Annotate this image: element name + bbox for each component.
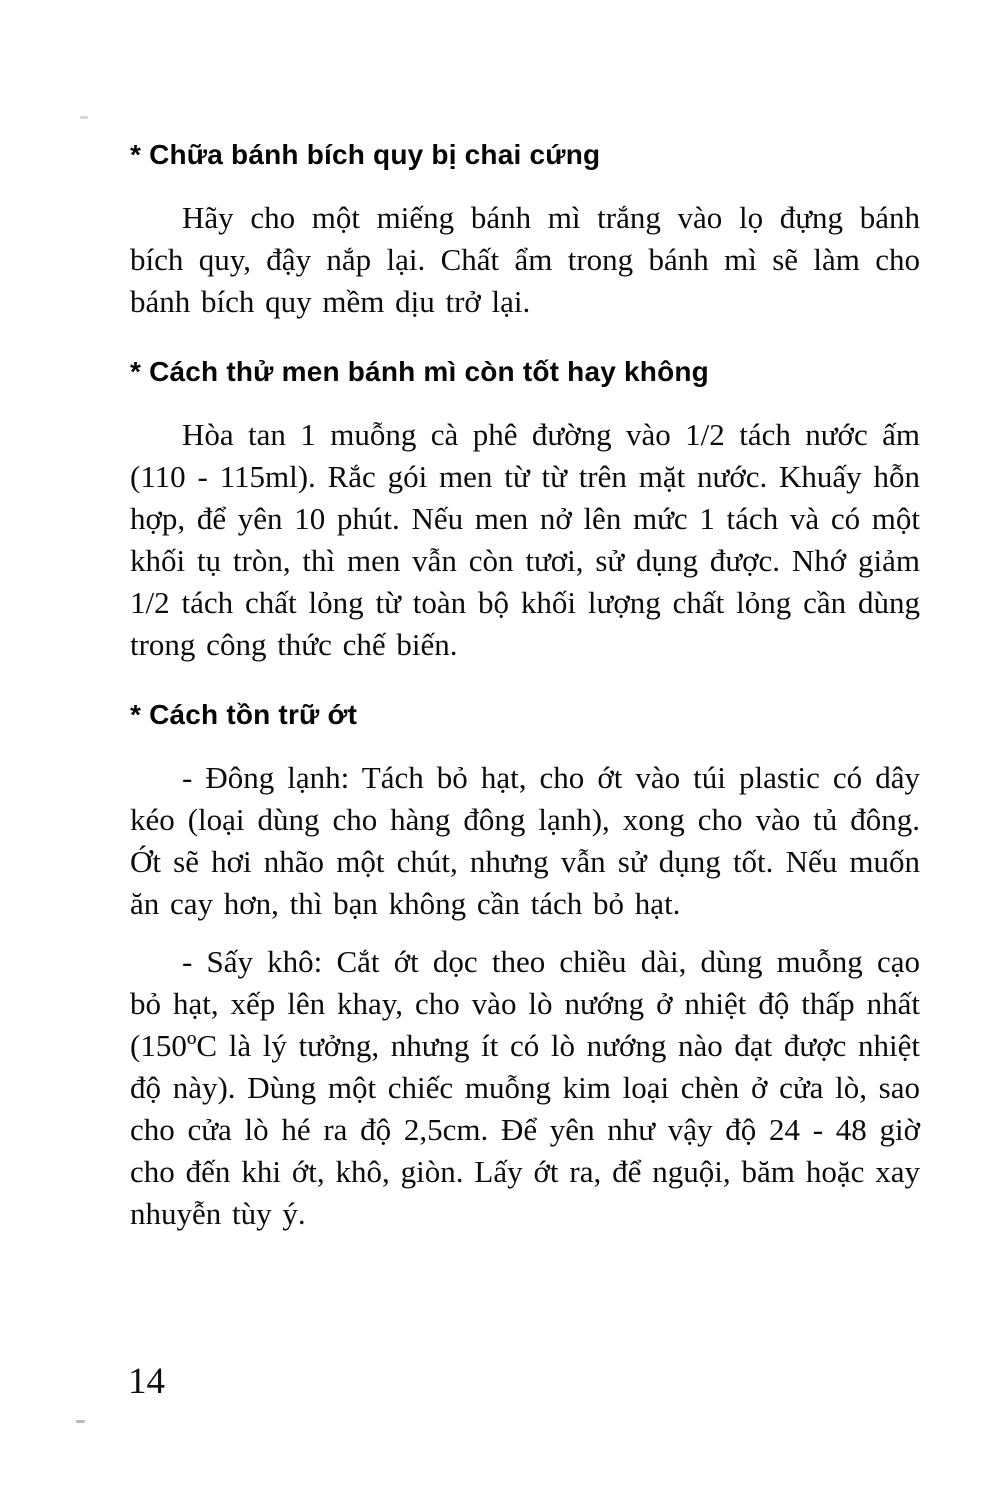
section-heading: * Cách thử men bánh mì còn tốt hay không: [130, 356, 709, 387]
section-heading: * Chữa bánh bích quy bị chai cứng: [130, 139, 601, 170]
page-content: [130, 138, 920, 1235]
page-number: 14: [128, 1361, 165, 1402]
paragraph: - Đông lạnh: Tách bỏ hạt, cho ớt vào túi plastic có dây kéo (loại dùng cho hàng đông lạnh), xong cho vào tủ đông. Ớt sẽ hơi nhão một chút, nhưng vẫn sử dụng tốt. Nếu muốn ăn cay hơn, thì bạn không cần tách bỏ hạt.: [130, 760, 920, 921]
section-heading: * Cách tồn trữ ớt: [130, 699, 358, 730]
section-test-bread-yeast: [130, 355, 920, 666]
scan-artifact: [80, 116, 88, 119]
section-store-chili: [130, 698, 920, 1235]
scan-artifact: [76, 1420, 85, 1423]
paragraph: Hãy cho một miếng bánh mì trắng vào lọ đựng bánh bích quy, đậy nắp lại. Chất ẩm trong bánh mì sẽ làm cho bánh bích quy mềm dịu trở lại.: [130, 200, 920, 319]
paragraph: Hòa tan 1 muỗng cà phê đường vào 1/2 tách nước ấm (110 - 115ml). Rắc gói men từ từ trên mặt nước. Khuấy hỗn hợp, để yên 10 phút. Nếu men nở lên mức 1 tách và có một khối tụ tròn, thì men vẫn còn tươi, sử dụng được. Nhớ giảm 1/2 tách chất lỏng từ toàn bộ khối lượng chất lỏng cần dùng trong công thức chế biến.: [130, 417, 920, 662]
section-fix-hardened-biscuits: [130, 138, 920, 323]
paragraph: - Sấy khô: Cắt ớt dọc theo chiều dài, dùng muỗng cạo bỏ hạt, xếp lên khay, cho vào lò nướng ở nhiệt độ thấp nhất (150ºC là lý tưởng, nhưng ít có lò nướng nào đạt được nhiệt độ này). Dùng một chiếc muỗng kim loại chèn ở cửa lò, sao cho cửa lò hé ra độ 2,5cm. Để yên như vậy độ 24 - 48 giờ cho đến khi ớt, khô, giòn. Lấy ớt ra, để nguội, băm hoặc xay nhuyễn tùy ý.: [130, 944, 920, 1231]
